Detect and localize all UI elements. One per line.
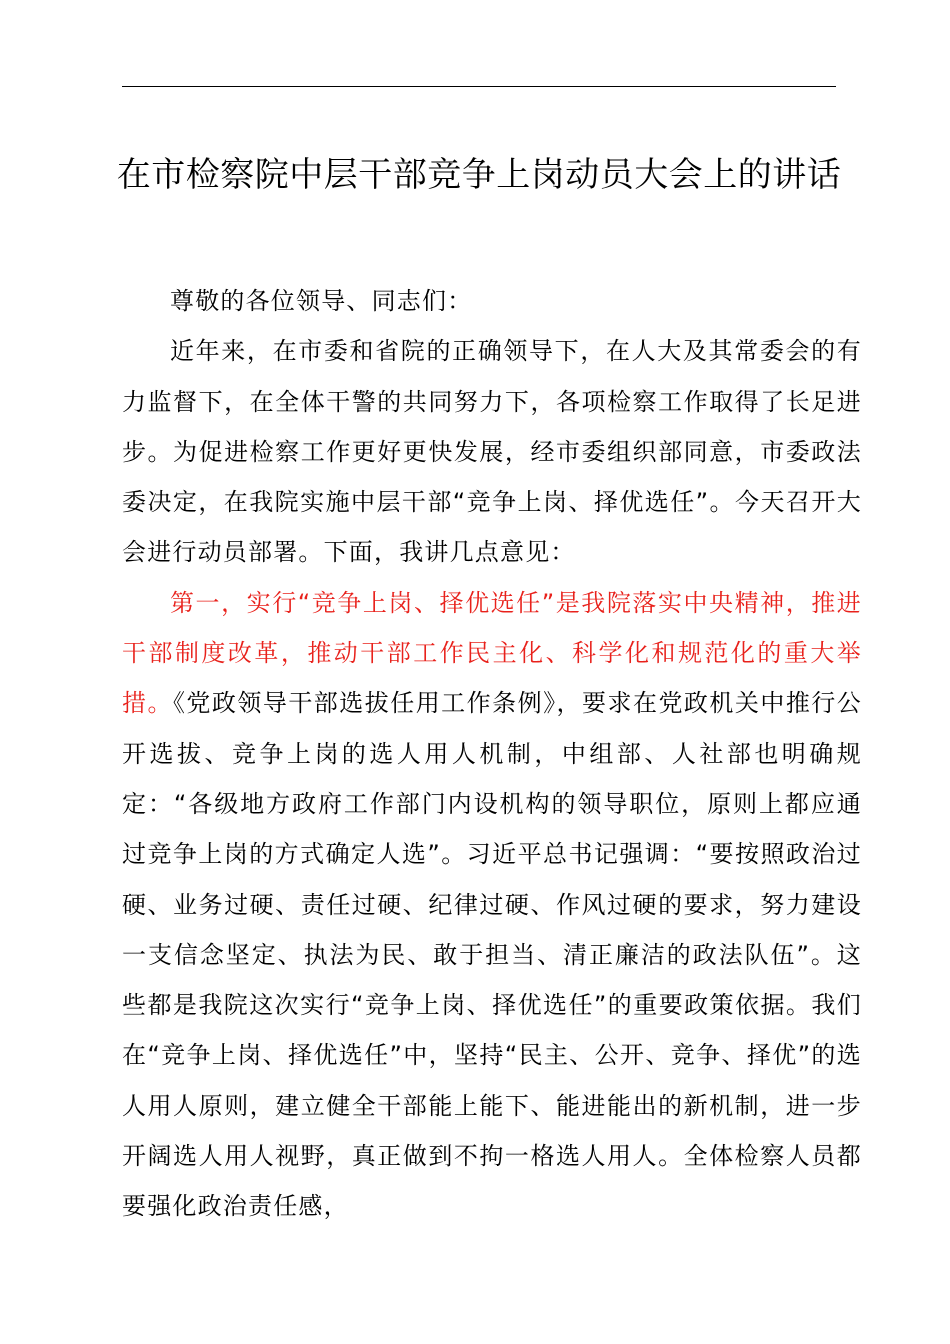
first-point-body: 《党政领导干部选拔任用工作条例》，要求在党政机关中推行公开选拔、竞争上岗的选人用人机制，中组部、人社部也明确规定：“各级地方政府工作部门内设机构的领导职位，原则上都应通过竞争上岗的方式确定人选”。习近平总书记强调：“要按照政治过硬、业务过硬、责任过硬、纪律过硬、作风过硬的要求，努力建设一支信念坚定、执法为民、敢于担当、清正廉洁的政法队伍”。这些都是我院这次实行“竞争上岗、择优选任”的重要政策依据。我们在“竞争上岗、择优选任”中，坚持“民主、公开、竞争、择优”的选人用人原则，建立健全干部能上能下、能进能出的新机制，进一步开阔选人用人视野，真正做到不拘一格选人用人。全体检察人员都要强化政治责任感， <box>122 689 862 1221</box>
header-rule <box>122 86 836 87</box>
paragraph-first-point <box>122 578 862 1232</box>
first-point-heading: 第一，实行“竞争上岗、择优选任”是我院落实中央精神，推进干部制度改革，推动干部工作民主化、科学化和规范化的重大举措。 <box>122 588 862 718</box>
document-title: 在市检察院中层干部竞争上岗动员大会上的讲话 <box>116 155 842 195</box>
paragraph-intro: 近年来，在市委和省院的正确领导下，在人大及其常委会的有力监督下，在全体干警的共同努力下，各项检察工作取得了长足进步。为促进检察工作更好更快发展，经市委组织部同意，市委政法委决定，在我院实施中层干部“竞争上岗、择优选任”。今天召开大会进行动员部署。下面，我讲几点意见： <box>122 337 862 567</box>
document-body <box>122 276 862 1232</box>
salutation: 尊敬的各位领导、同志们： <box>170 287 473 315</box>
